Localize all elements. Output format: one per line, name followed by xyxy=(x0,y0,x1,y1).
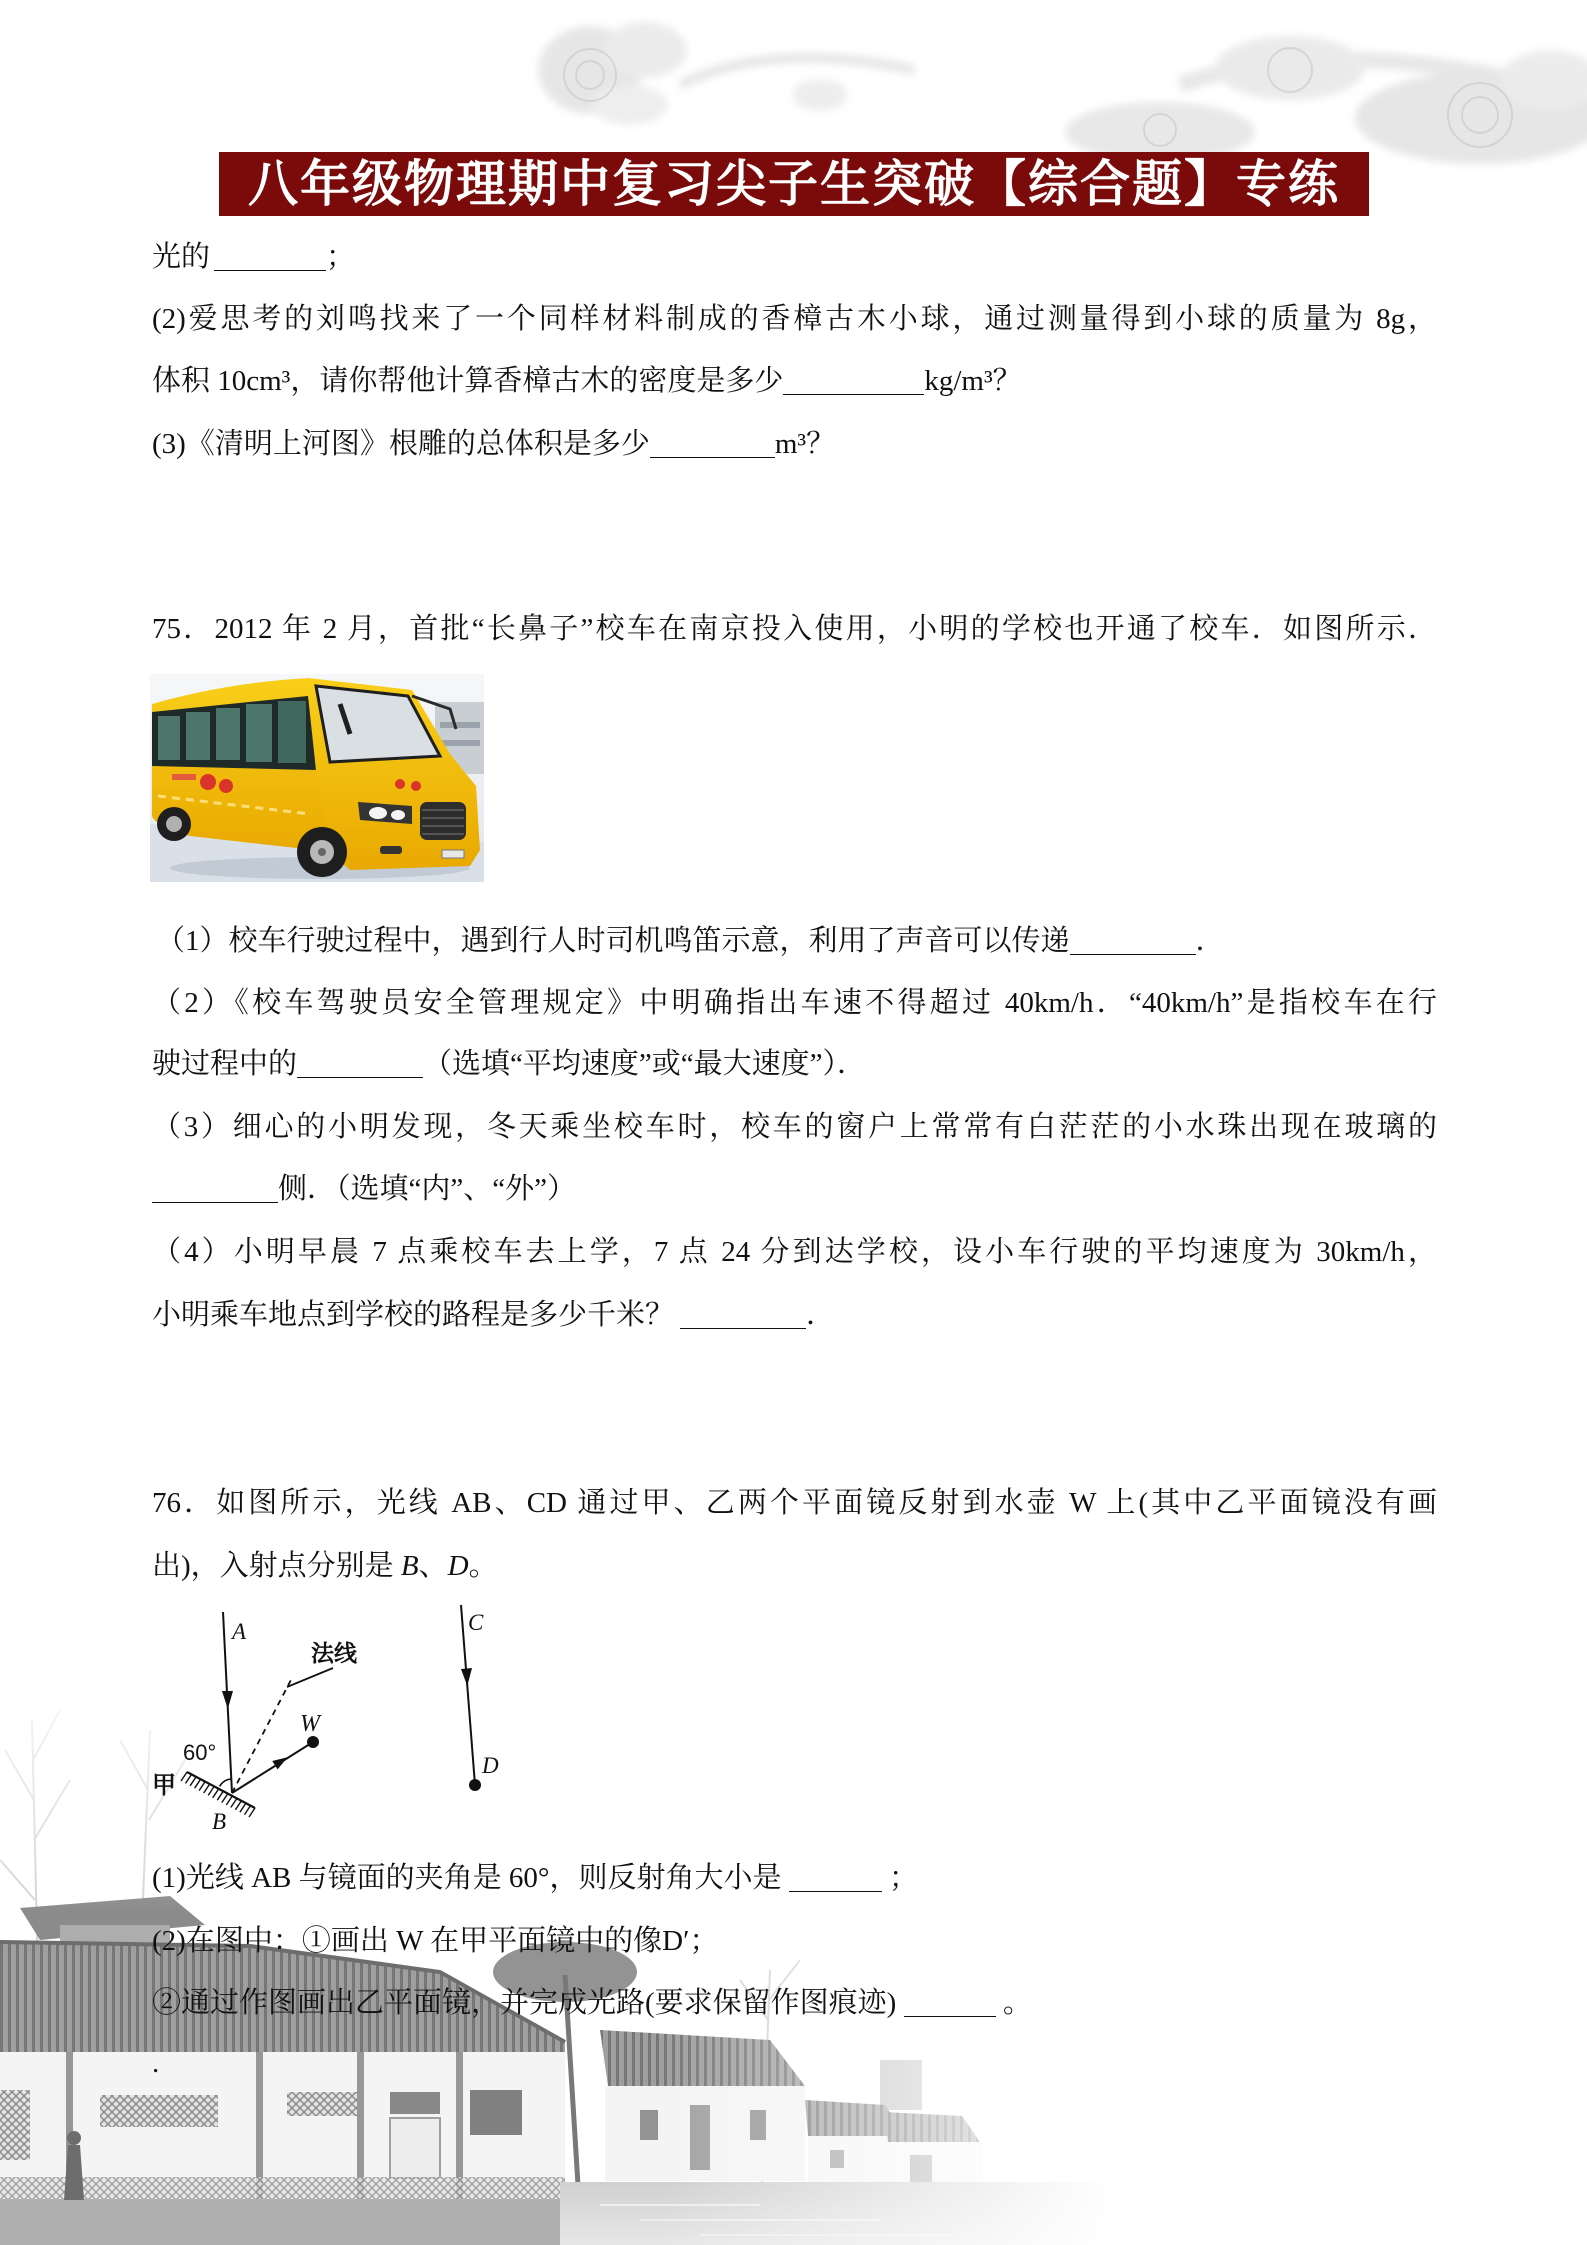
q75-part-1-end: ． xyxy=(1195,925,1225,957)
angle-arc xyxy=(220,1779,232,1786)
q75-part-2-text-2: 驶过程中的 xyxy=(152,1048,298,1080)
school-bus-image xyxy=(150,674,484,882)
label-a: A xyxy=(232,1619,247,1644)
normal-line xyxy=(232,1678,292,1793)
q74-line-1 xyxy=(152,237,355,277)
q74-part-3-text: (3)《清明上河图》根雕的总体积是多少 xyxy=(152,428,650,460)
q76-part-2 xyxy=(152,1921,718,1961)
q76-part-2-sub-2-text: ②通过作图画出乙平面镜，并完成光路(要求保留作图痕迹) xyxy=(152,1987,904,2019)
point-d-label: D xyxy=(447,1550,469,1582)
q75-part-3-text: （3）细心的小明发现，冬天乘坐校车时，校车的窗户上常常有白茫茫的小水珠出现在玻璃的 xyxy=(152,1111,1437,1143)
q74-part-2-text-2: 体积 10cm³，请你帮他计算香樟古木的密度是多少 xyxy=(152,365,784,397)
q75-stem xyxy=(152,609,1437,649)
answer-blank xyxy=(650,431,775,458)
q76-number: 76． xyxy=(152,1487,217,1519)
q75-part-4-line-2 xyxy=(152,1295,835,1335)
q76-part-2-sub-2-end: 。 xyxy=(995,1987,1032,2019)
q74-line-1-end: ； xyxy=(326,241,356,273)
point-b-label: B xyxy=(400,1550,419,1582)
arrow-down-icon xyxy=(222,1691,233,1709)
answer-blank xyxy=(152,1176,278,1203)
label-w: W xyxy=(300,1711,320,1737)
answer-blank xyxy=(904,1990,996,2017)
q75-part-2-options: （选填“平均速度”或“最大速度”）． xyxy=(423,1048,867,1080)
q75-number: 75． xyxy=(152,613,215,645)
label-d: D xyxy=(482,1753,499,1778)
q74-part-2-text: (2)爱思考的刘鸣找来了一个同样材料制成的香樟古木小球，通过测量得到小球的质量为 8g， xyxy=(152,303,1437,335)
normal-leader-line xyxy=(287,1668,333,1687)
q76-part-1-text: (1)光线 AB 与镜面的夹角是 60°，则反射角大小是 xyxy=(152,1862,789,1894)
answer-blank xyxy=(789,1865,882,1892)
separator: 、 xyxy=(418,1550,448,1582)
angle-label: 60° xyxy=(183,1740,217,1765)
q76-part-1-end: ； xyxy=(881,1862,918,1894)
q74-part-3 xyxy=(152,424,835,464)
arrow-right-up-icon xyxy=(272,1757,287,1769)
q75-part-3-line-2 xyxy=(152,1169,576,1209)
answer-blank xyxy=(297,1051,423,1078)
mirror-label: 甲 xyxy=(152,1771,176,1799)
q76-stem-line-1 xyxy=(152,1483,1437,1523)
q76-part-2-text: (2)在图中：①画出 W 在甲平面镜中的像D′； xyxy=(152,1925,719,1957)
cloud-decoration-icon xyxy=(520,0,1587,175)
q75-part-4-text: （4）小明早晨 7 点乘校车去上学，7 点 24 分到达学校，设小车行驶的平均速度为 30km/h， xyxy=(152,1236,1437,1268)
q74-part-2-line-2 xyxy=(152,361,1022,401)
q75-part-3-line-1 xyxy=(152,1107,1437,1147)
q76-stem-text: 如图所示，光线 AB、CD 通过甲、乙两个平面镜反射到水壶 W 上(其中乙平面镜没有画 xyxy=(216,1487,1437,1519)
normal-label: 法线 xyxy=(311,1641,357,1667)
q76-part-1 xyxy=(152,1858,918,1898)
answer-blank xyxy=(680,1302,806,1329)
q74-part-3-unit: m³？ xyxy=(774,428,836,460)
q74-part-2-unit: kg/m³？ xyxy=(924,365,1022,397)
trailing-dot: . xyxy=(152,2047,160,2079)
page-title-banner xyxy=(219,152,1369,216)
q75-part-2-line-1 xyxy=(152,983,1437,1023)
point-d xyxy=(469,1779,481,1791)
q75-part-2-line-2 xyxy=(152,1044,866,1084)
q74-line-1-text: 光的 xyxy=(152,241,211,273)
reflected-ray xyxy=(232,1742,313,1793)
light-reflection-diagram xyxy=(140,1595,560,1845)
kettle-w-point xyxy=(307,1736,319,1748)
q75-part-1 xyxy=(156,921,1225,961)
label-b: B xyxy=(212,1809,227,1834)
arrow-down-icon xyxy=(461,1668,472,1686)
q75-part-1-text: （1）校车行驶过程中，遇到行人时司机鸣笛示意，利用了声音可以传递 xyxy=(156,925,1070,957)
label-c: C xyxy=(468,1610,484,1635)
q75-part-2-text: （2）《校车驾驶员安全管理规定》中明确指出车速不得超过 40km/h．“40km/h”是指校车在行 xyxy=(152,987,1437,1019)
q76-part-2-sub-2 xyxy=(152,1983,1032,2023)
q76-stem-line-2 xyxy=(152,1546,498,1586)
q75-part-4-end: ． xyxy=(806,1299,836,1331)
stem-end: 。 xyxy=(468,1550,498,1582)
answer-blank xyxy=(214,244,326,271)
answer-blank xyxy=(1070,928,1196,955)
trailing-mark xyxy=(152,2043,159,2083)
q75-stem-text: 2012 年 2 月，首批“长鼻子”校车在南京投入使用，小明的学校也开通了校车．如图所示． xyxy=(214,613,1437,645)
q75-part-3-options: 侧．（选填“内”、“外”） xyxy=(278,1173,576,1205)
q75-part-4-text-2: 小明乘车地点到学校的路程是多少千米？ xyxy=(152,1299,675,1331)
q75-part-4-line-1 xyxy=(152,1232,1437,1272)
answer-blank xyxy=(783,368,924,395)
q74-part-2-line-1 xyxy=(152,299,1437,339)
q76-stem-text-2: 出)，入射点分别是 xyxy=(152,1550,401,1582)
page-title: 八年级物理期中复习尖子生突破【综合题】专练 xyxy=(248,155,1340,213)
